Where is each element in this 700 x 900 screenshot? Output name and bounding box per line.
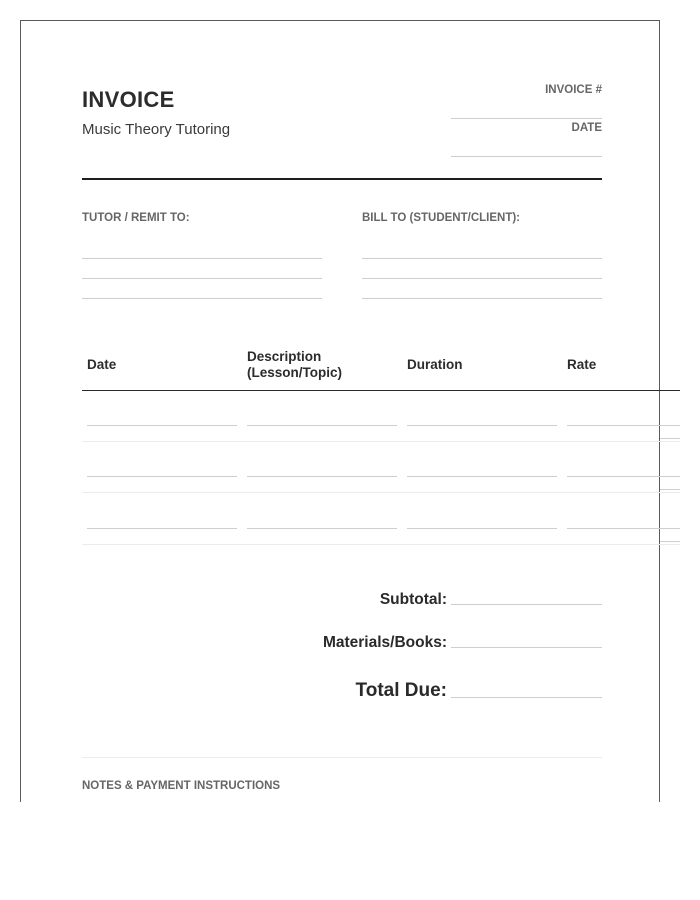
notes-label: NOTES & PAYMENT INSTRUCTIONS bbox=[82, 780, 281, 792]
materials-field[interactable] bbox=[451, 647, 602, 648]
invoice-title: INVOICE bbox=[82, 87, 175, 112]
column-header-description-line2: (Lesson/Topic) bbox=[247, 365, 343, 380]
row-2-rate-cell[interactable] bbox=[567, 476, 680, 477]
row-1-separator bbox=[82, 441, 680, 442]
subtotal-label: Subtotal: bbox=[379, 591, 447, 608]
row-2-duration-cell[interactable] bbox=[407, 476, 557, 477]
row-3-separator bbox=[82, 544, 680, 545]
column-header-duration: Duration bbox=[407, 357, 463, 372]
bill-to-address-line-2[interactable] bbox=[362, 278, 602, 279]
row-1-duration-cell[interactable] bbox=[407, 425, 557, 426]
total-due-label: Total Due: bbox=[355, 680, 447, 701]
row-2-description-cell[interactable] bbox=[247, 476, 397, 477]
invoice-number-label: INVOICE # bbox=[545, 84, 602, 96]
row-2-date-cell[interactable] bbox=[87, 476, 237, 477]
table-header-rule bbox=[82, 390, 680, 391]
row-3-date-cell[interactable] bbox=[87, 528, 237, 529]
bill-to-address-line-3[interactable] bbox=[362, 298, 602, 299]
row-3-duration-cell[interactable] bbox=[407, 528, 557, 529]
row-3-rate-cell[interactable] bbox=[567, 528, 680, 529]
invoice-subtitle: Music Theory Tutoring bbox=[82, 121, 231, 138]
bill-to-address-line-1[interactable] bbox=[362, 258, 602, 259]
row-3-description-cell[interactable] bbox=[247, 528, 397, 529]
date-label: DATE bbox=[571, 122, 602, 134]
date-field[interactable] bbox=[451, 156, 602, 157]
invoice-number-field[interactable] bbox=[451, 118, 602, 119]
bill-to-label: BILL TO (STUDENT/CLIENT): bbox=[362, 212, 521, 224]
column-header-description-line1: Description bbox=[247, 349, 322, 364]
tutor-address-line-1[interactable] bbox=[82, 258, 322, 259]
materials-label: Materials/Books: bbox=[322, 634, 447, 651]
row-1-description-cell[interactable] bbox=[247, 425, 397, 426]
subtotal-field[interactable] bbox=[451, 604, 602, 605]
total-due-field[interactable] bbox=[451, 697, 602, 698]
column-header-rate: Rate bbox=[567, 357, 597, 372]
row-1-edge-tick bbox=[660, 438, 680, 439]
row-1-rate-cell[interactable] bbox=[567, 425, 680, 426]
row-2-separator bbox=[82, 492, 680, 493]
header-divider bbox=[82, 178, 602, 180]
row-3-edge-tick bbox=[660, 541, 680, 542]
column-header-description bbox=[247, 349, 342, 381]
row-2-edge-tick bbox=[660, 489, 680, 490]
column-header-date: Date bbox=[87, 357, 117, 372]
invoice-page bbox=[20, 20, 660, 802]
tutor-address-line-2[interactable] bbox=[82, 278, 322, 279]
tutor-label: TUTOR / REMIT TO: bbox=[82, 212, 190, 224]
tutor-address-line-3[interactable] bbox=[82, 298, 322, 299]
row-1-date-cell[interactable] bbox=[87, 425, 237, 426]
notes-divider bbox=[82, 757, 602, 758]
